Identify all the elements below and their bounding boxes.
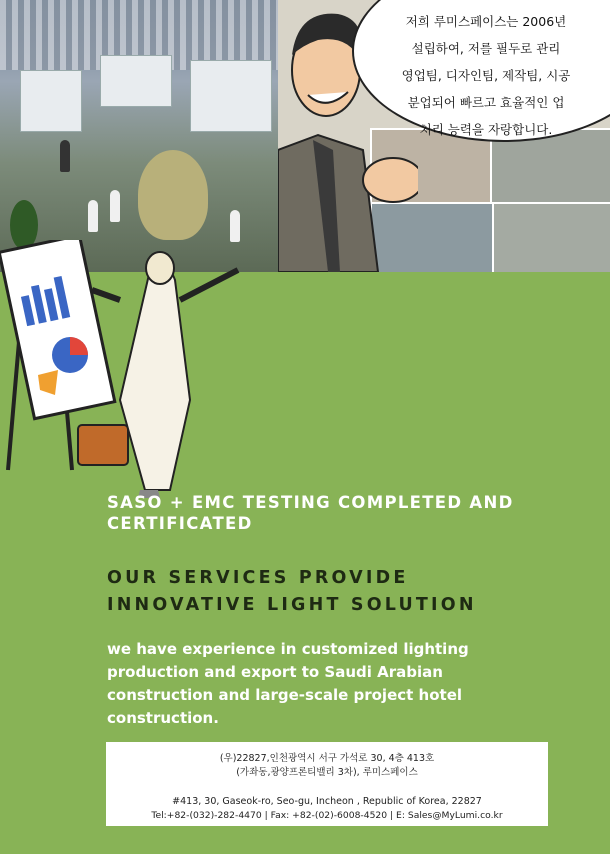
visitor (88, 200, 98, 232)
speech-line: 분업되어 빠르고 효율적인 업 (407, 95, 565, 110)
booth (190, 60, 272, 132)
office-thumb (492, 202, 610, 272)
speech-line: 영업팀, 디자인팀, 제작팀, 시공 (401, 68, 571, 83)
services-heading-line: INNOVATIVE LIGHT SOLUTION (107, 595, 477, 615)
services-heading-line: OUR SERVICES PROVIDE (107, 568, 409, 588)
visitor (60, 140, 70, 172)
speech-bubble-text (362, 8, 610, 143)
address-box (106, 742, 548, 826)
visitor (110, 190, 120, 222)
booth (20, 70, 82, 132)
booth (100, 55, 172, 107)
chick-statue (138, 150, 208, 240)
speech-line: 처리 능력을 자랑합니다. (419, 122, 553, 137)
address-korean-line1: (우)22827,인천광역시 서구 가석로 30, 4층 413호 (219, 753, 435, 764)
address-english: #413, 30, Gaseok-ro, Seo-gu, Incheon , Republic of Korea, 22827 (172, 796, 482, 807)
experience-paragraph: we have experience in customized lighting production and export to Saudi Arabian construction and large-scale project hotel construction. (107, 640, 469, 727)
certified-heading: SASO + EMC TESTING COMPLETED AND CERTIFICATED (107, 493, 514, 533)
visitor (230, 210, 240, 242)
presenter-illustration (0, 240, 250, 500)
speech-line: 저희 루미스페이스는 2006년 (405, 14, 567, 29)
speech-line: 설립하여, 저를 필두로 관리 (411, 41, 561, 56)
services-heading (107, 565, 577, 619)
exhibition-photo (0, 0, 278, 272)
address-korean-line2: (가좌동,광양프론티밸리 3차), 루미스페이스 (236, 767, 418, 778)
contact-line: Tel:+82-(032)-282-4470 | Fax: +82-(02)-6008-4520 | E: Sales@MyLumi.co.kr (151, 810, 503, 821)
